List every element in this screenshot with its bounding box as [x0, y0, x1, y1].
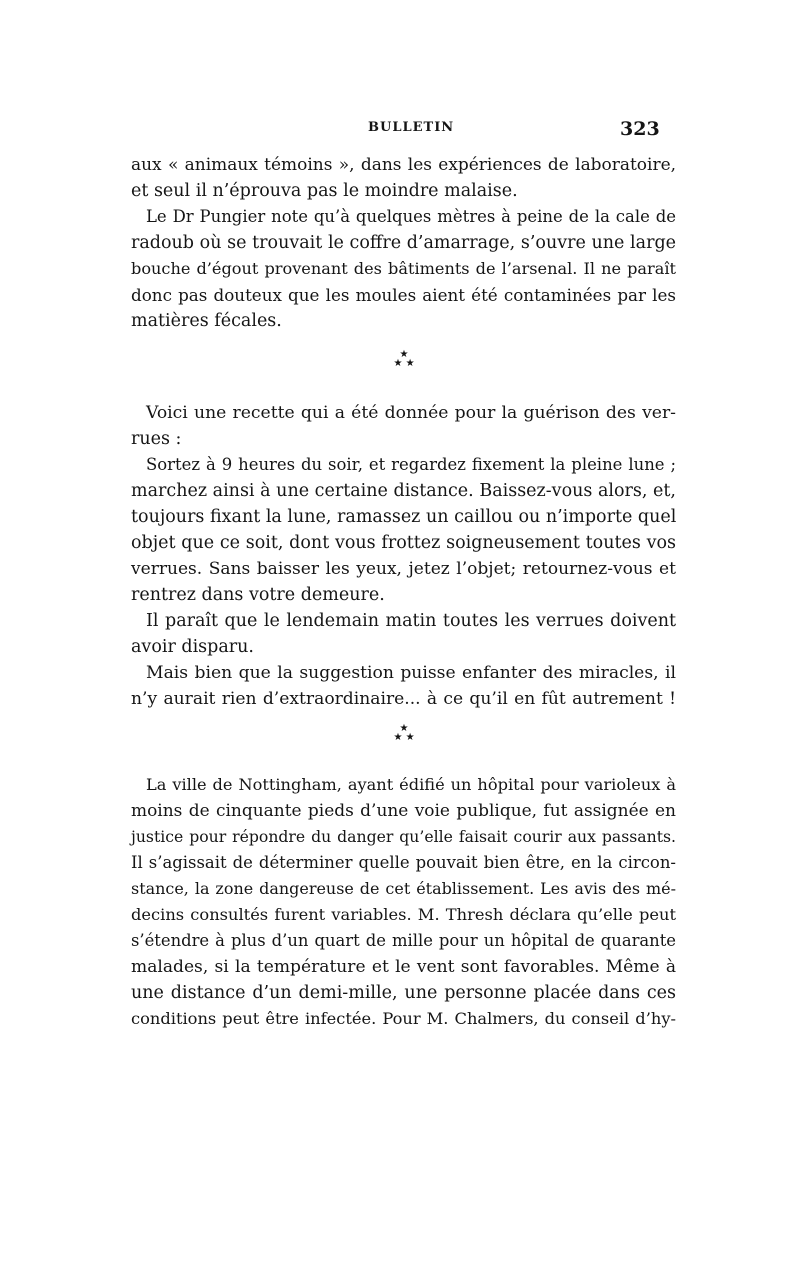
- text-line: Il s’agissait de déterminer quelle pouvait bien être, en la circon-: [131, 853, 676, 872]
- running-head: [0, 118, 800, 144]
- text-line: bouche d’égout provenant des bâtiments de l’arsenal. Il ne paraît: [131, 259, 676, 278]
- text-line: decins consultés furent variables. M. Thresh déclara qu’elle peut: [131, 905, 676, 924]
- text-line: malades, si la température et le vent sont favorables. Même à: [131, 957, 676, 977]
- text-line: n’y aurait rien d’extraordinaire... à ce qu’il en fût autrement !: [131, 689, 676, 709]
- text-line: conditions peut être infectée. Pour M. Chalmers, du conseil d’hy-: [131, 1009, 676, 1028]
- text-line: toujours fixant la lune, ramassez un caillou ou n’importe quel: [131, 507, 677, 527]
- text-line: Il paraît que le lendemain matin toutes les verrues doivent: [146, 611, 676, 631]
- text-line: donc pas douteux que les moules aient été contaminées par les: [131, 285, 676, 305]
- text-line: et seul il n’éprouva pas le moindre malaise.: [131, 181, 518, 201]
- text-line: aux « animaux témoins », dans les expériences de laboratoire,: [131, 155, 676, 175]
- text-line: avoir disparu.: [131, 637, 254, 657]
- text-line: une distance d’un demi-mille, une personne placée dans ces: [131, 983, 676, 1003]
- running-title: BULLETIN: [368, 120, 455, 135]
- text-line: justice pour répondre du danger qu’elle faisait courir aux passants.: [131, 827, 676, 846]
- text-line: matières fécales.: [131, 311, 282, 331]
- section-separator: ★ ★ ★: [393, 723, 415, 743]
- text-line: marchez ainsi à une certaine distance. Baissez-vous alors, et,: [131, 481, 676, 501]
- text-line: Le Dr Pungier note qu’à quelques mètres à peine de la cale de: [146, 207, 676, 226]
- text-line: stance, la zone dangereuse de cet établissement. Les avis des mé-: [131, 879, 676, 898]
- text-line: rues :: [131, 429, 182, 449]
- text-line: Voici une recette qui a été donnée pour la guérison des ver-: [146, 403, 676, 423]
- text-line: objet que ce soit, dont vous frottez soigneusement toutes vos: [131, 533, 676, 553]
- text-line: radoub où se trouvait le coffre d’amarrage, s’ouvre une large: [131, 233, 676, 253]
- section-separator: ★ ★ ★: [393, 349, 415, 369]
- text-line: La ville de Nottingham, ayant édifié un hôpital pour varioleux à: [146, 775, 676, 794]
- text-line: s’étendre à plus d’un quart de mille pour un hôpital de quarante: [131, 931, 676, 950]
- text-line: rentrez dans votre demeure.: [131, 585, 385, 605]
- page-number: 323: [620, 118, 660, 140]
- text-line: verrues. Sans baisser les yeux, jetez l’objet; retournez-vous et: [131, 559, 676, 579]
- text-line: moins de cinquante pieds d’une voie publique, fut assignée en: [131, 801, 676, 821]
- text-line: Mais bien que la suggestion puisse enfanter des miracles, il: [146, 663, 676, 683]
- text-line: Sortez à 9 heures du soir, et regardez fixement la pleine lune ;: [146, 455, 676, 474]
